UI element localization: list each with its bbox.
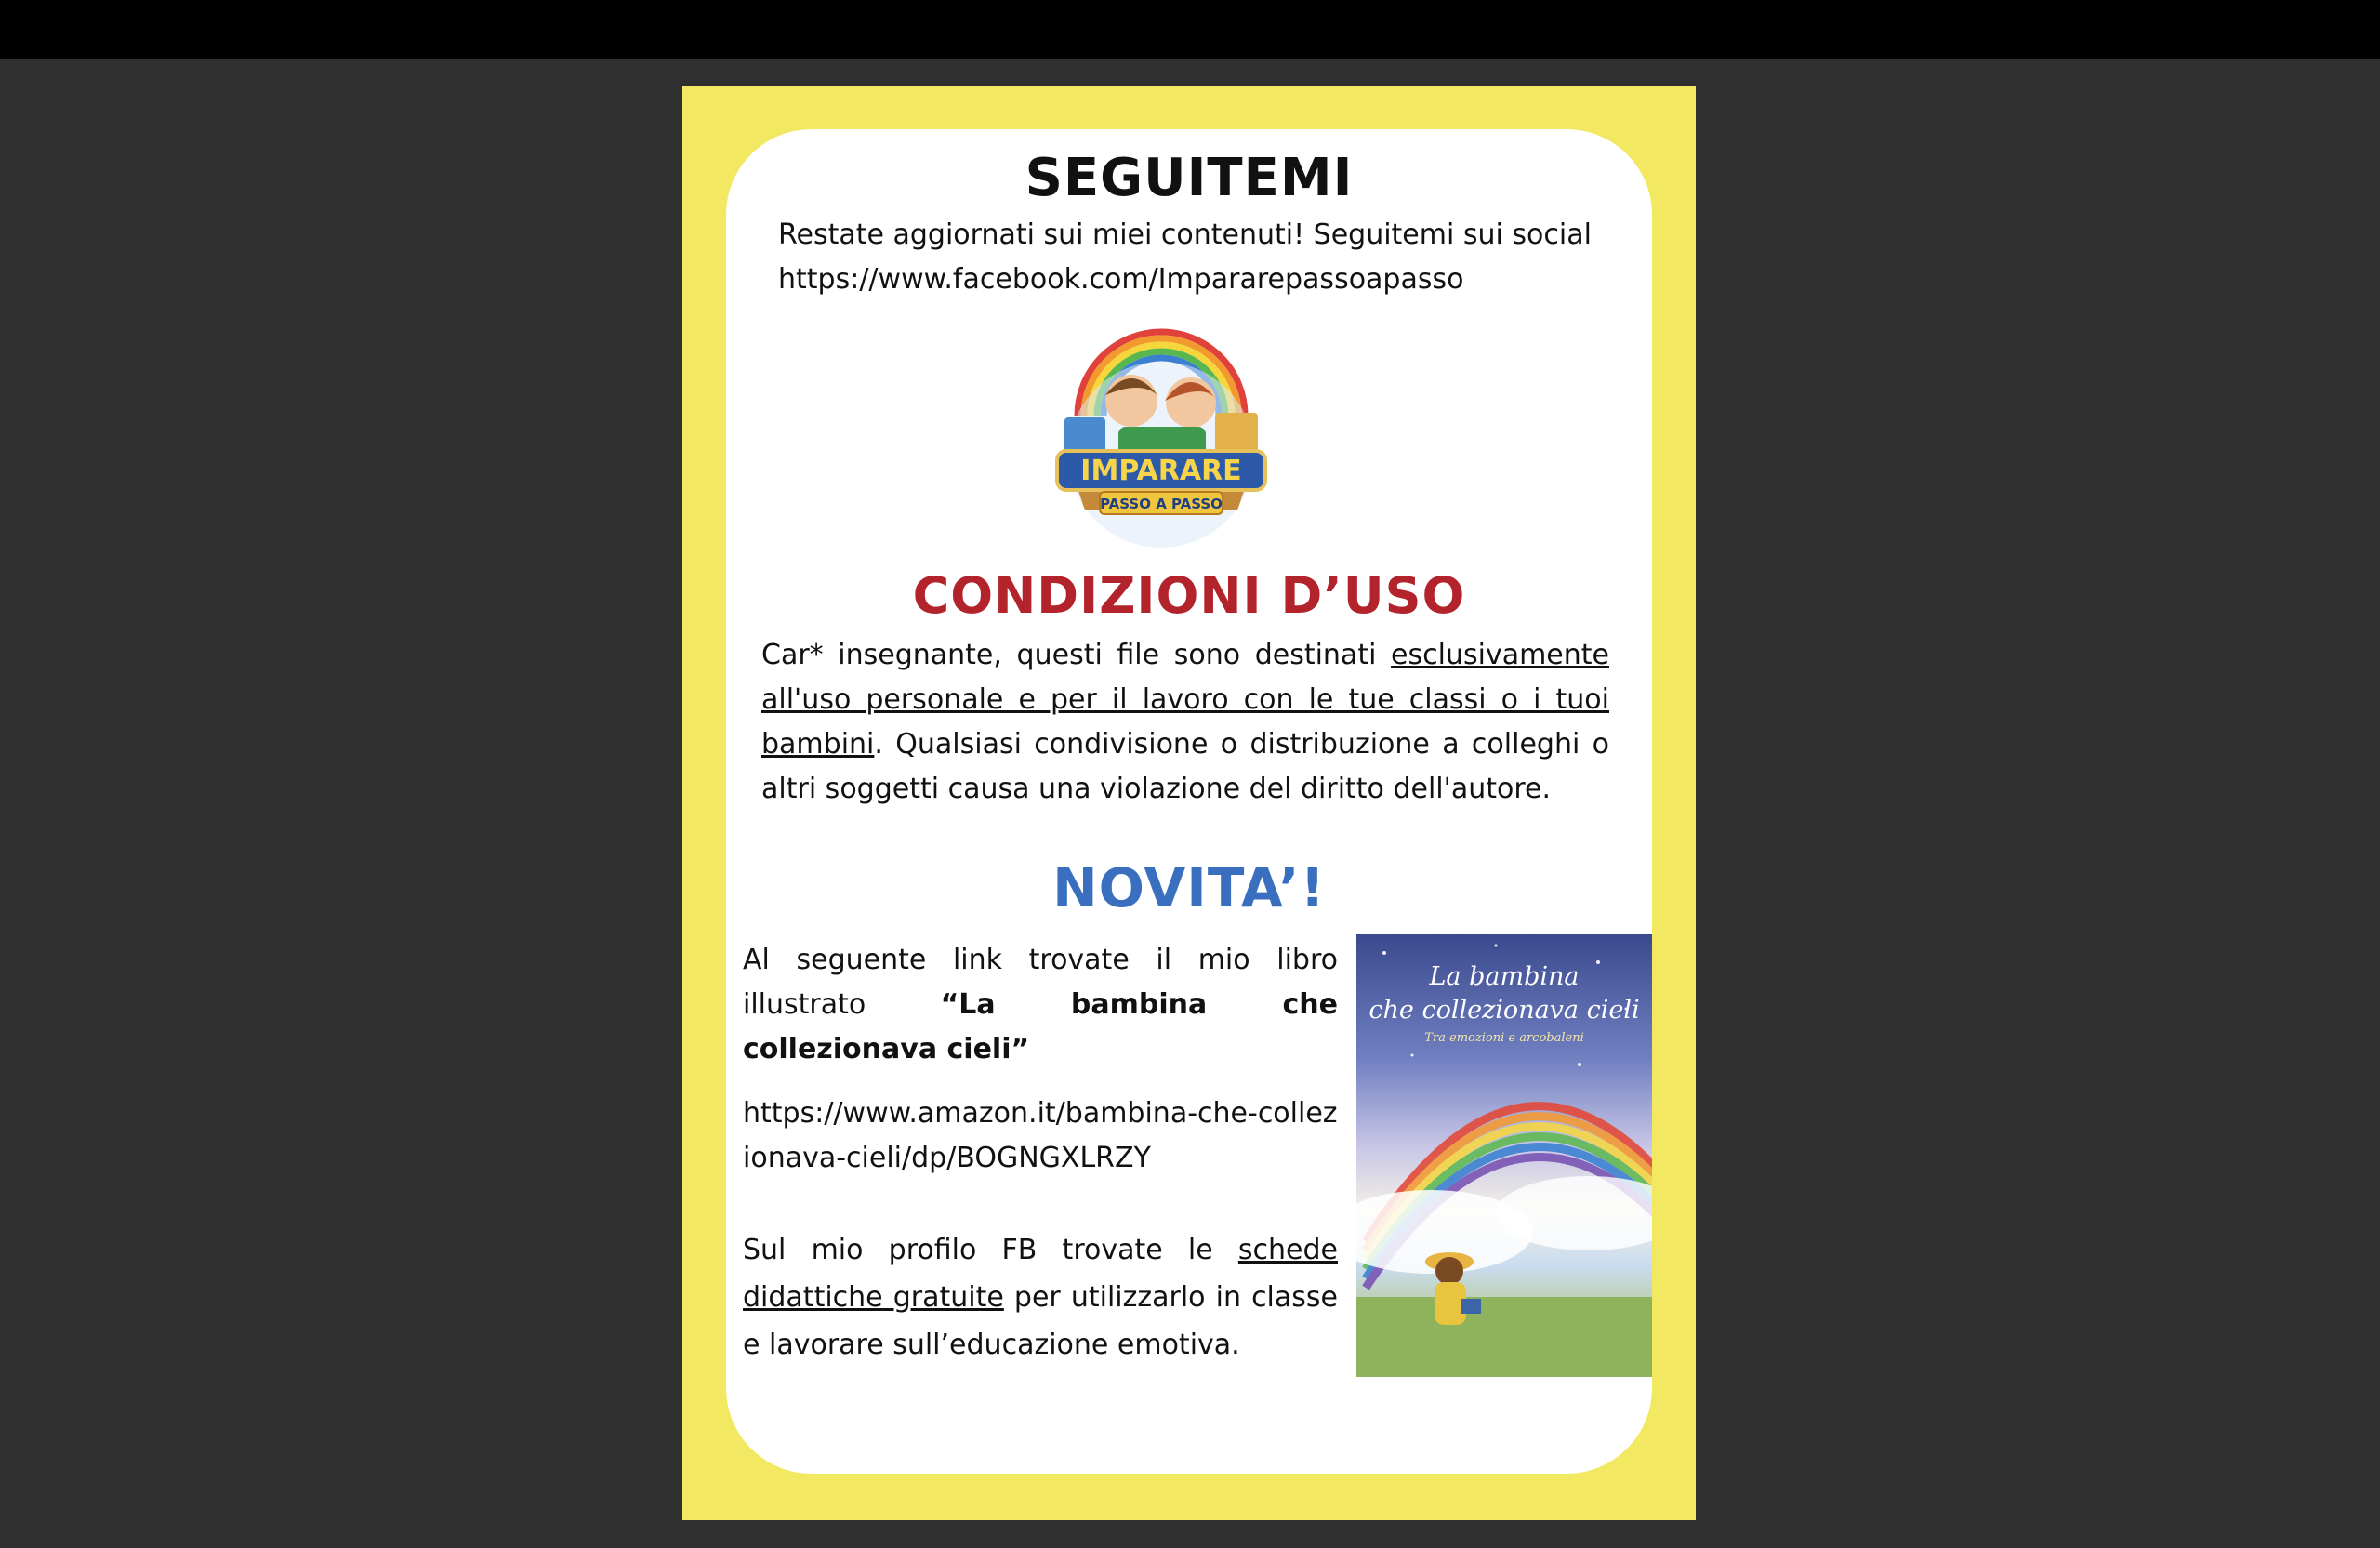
book-description bbox=[743, 938, 1338, 1072]
terms-text bbox=[761, 633, 1609, 812]
terms-text-underlined: esclusivamente all'uso personale e per il lavoro con le tue classi o i tuoi bambini bbox=[761, 639, 1609, 761]
amazon-link-text[interactable]: https://www.amazon.it/bambina-che-collezionava-cieli/dp/BOGNGXLRZY bbox=[743, 1097, 1338, 1174]
imparare-passo-a-passo-logo bbox=[1038, 315, 1284, 557]
fb-text bbox=[743, 1226, 1338, 1369]
amazon-link[interactable] bbox=[743, 1092, 1338, 1181]
terms-text-part: Car* insegnante, questi file sono destinati bbox=[761, 639, 1392, 671]
cover-subtitle: Tra emozioni e arcobaleni bbox=[1424, 1031, 1584, 1045]
content-card bbox=[726, 129, 1652, 1474]
logo-subtitle: PASSO A PASSO bbox=[1100, 496, 1223, 512]
fb-text-part: per utilizzarlo in classe e lavorare sull’educazione emotiva. bbox=[743, 1281, 1338, 1361]
follow-text bbox=[778, 213, 1615, 302]
cover-title bbox=[1356, 960, 1652, 1027]
news-title: NOVITA’! bbox=[1052, 856, 1326, 920]
book-intro: Al seguente link trovate il mio libro illustrato bbox=[743, 944, 1338, 1021]
follow-line: Restate aggiornati sui miei contenuti! Seguitemi sui social bbox=[778, 218, 1592, 251]
document-page bbox=[682, 86, 1696, 1520]
free-worksheets-text: schede didattiche gratuite bbox=[743, 1234, 1338, 1314]
cover-title-line2: che collezionava cieli bbox=[1368, 996, 1640, 1025]
fb-text-part: Sul mio profilo FB trovate le bbox=[743, 1234, 1238, 1266]
viewer-top-bar bbox=[0, 0, 2380, 59]
logo-title: IMPARARE bbox=[1080, 455, 1242, 487]
facebook-link[interactable]: https://www.facebook.com/Impararepassoapasso bbox=[778, 263, 1464, 296]
book-cover bbox=[1356, 934, 1652, 1377]
terms-text-part: . Qualsiasi condivisione o distribuzione a colleghi o altri soggetti causa una violazione del diritto dell'autore. bbox=[761, 728, 1609, 805]
cover-title-line1: La bambina bbox=[1429, 962, 1580, 991]
follow-title: SEGUITEMI bbox=[1025, 148, 1354, 208]
book-title: “La bambina che collezionava cieli” bbox=[743, 988, 1338, 1065]
terms-title: CONDIZIONI D’USO bbox=[912, 566, 1466, 625]
